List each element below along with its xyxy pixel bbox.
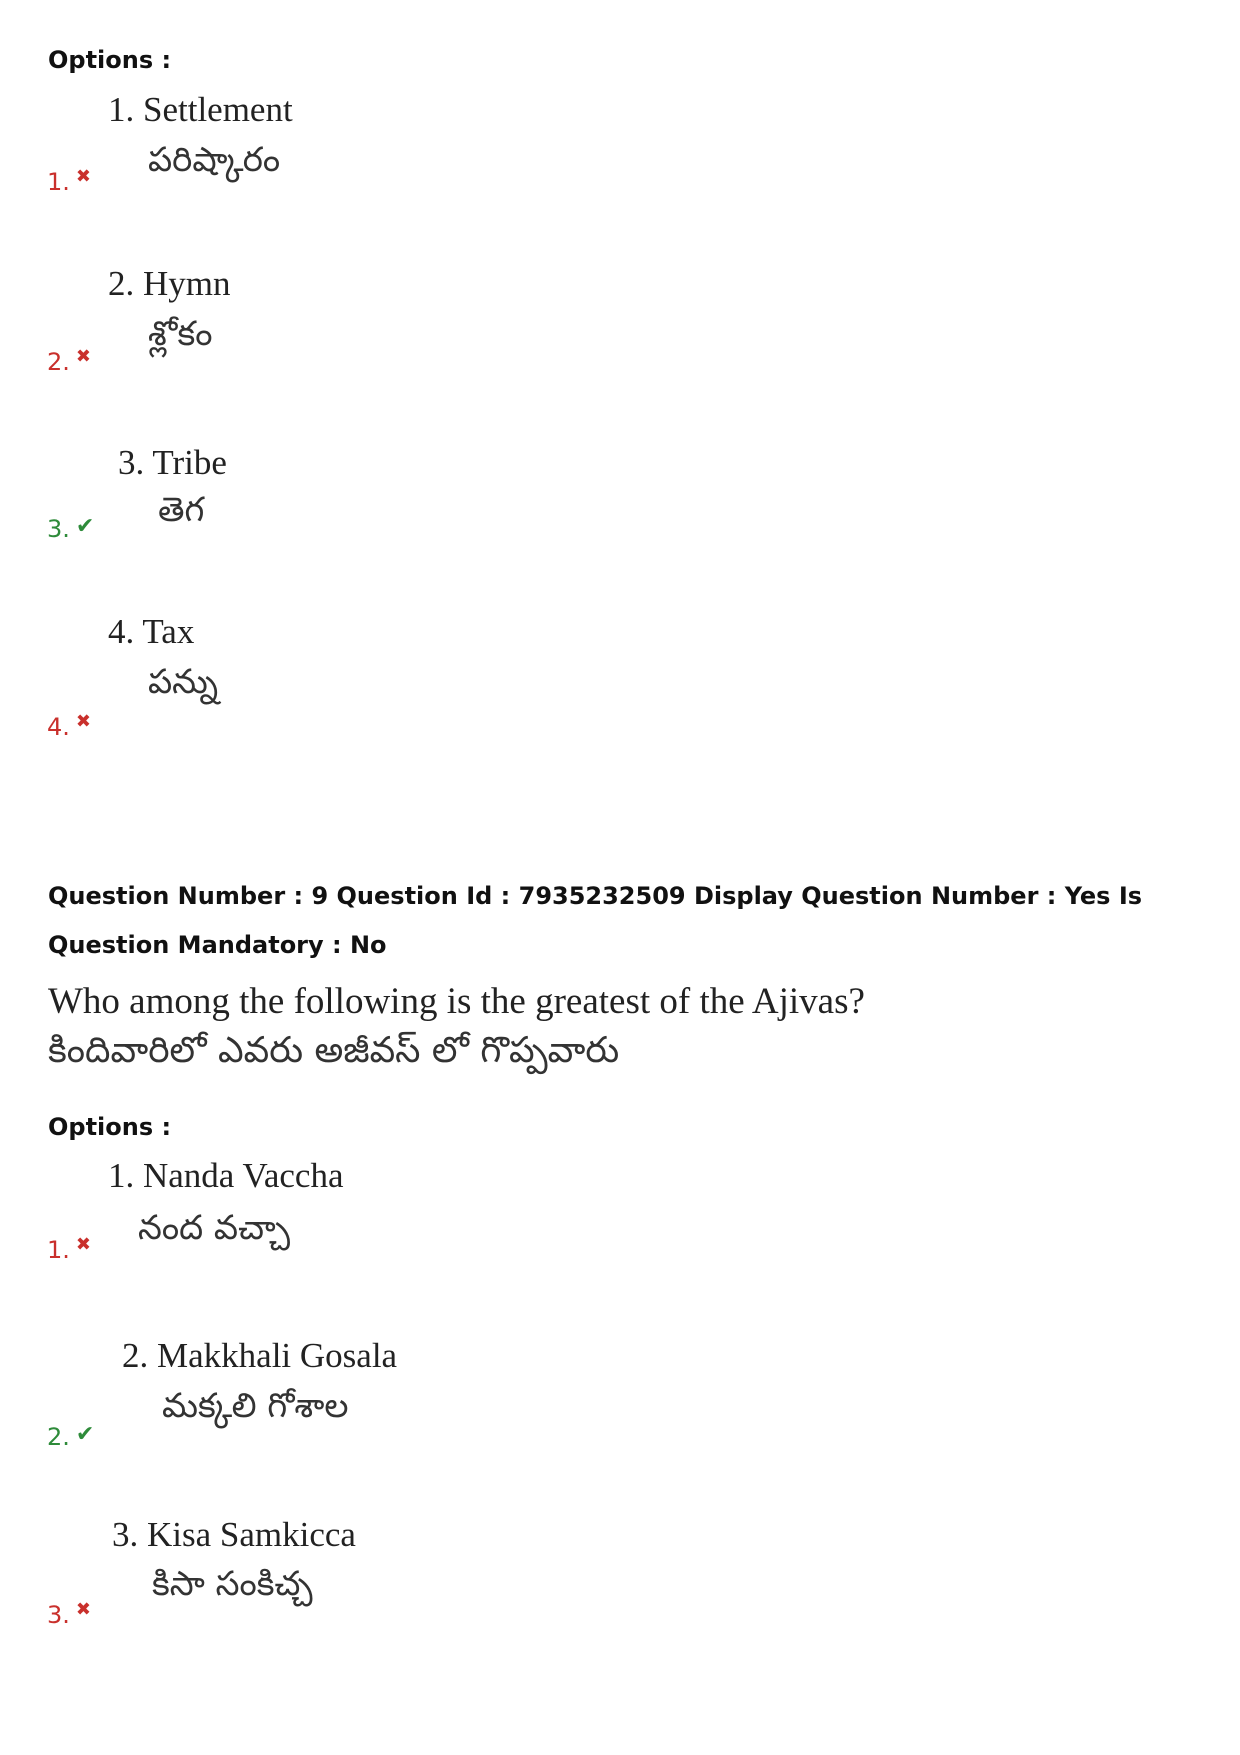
cross-icon: ✖ [75, 1233, 91, 1255]
option-3-marker [47, 515, 94, 543]
option-2-english: 2. Hymn [108, 264, 231, 303]
option-number: 2. [47, 348, 70, 376]
option-number: 3. [47, 515, 70, 543]
option-2-marker [47, 345, 91, 376]
option-4-english: 4. Tax [108, 612, 195, 651]
check-icon: ✔ [75, 513, 95, 539]
option-2-telugu: శ్లోకం [148, 314, 213, 354]
option-3-english: 3. Kisa Samkicca [112, 1515, 356, 1554]
option-3-telugu: తెగ [158, 490, 205, 530]
question-text-english: Who among the following is the greatest of the Ajivas? [48, 981, 865, 1022]
option-1-marker [47, 1233, 91, 1264]
options-label: Options : [48, 46, 172, 74]
option-number: 4. [47, 713, 70, 741]
question-text-telugu: కిందివారిలో ఎవరు అజీవస్ లో గొప్పవారు [48, 1030, 620, 1071]
option-3-marker [47, 1598, 91, 1629]
cross-icon: ✖ [75, 345, 91, 367]
option-1-telugu: పరిష్కారం [148, 140, 281, 180]
option-3-telugu: కిసా సంకిచ్చ [152, 1564, 313, 1604]
option-1-english: 1. Settlement [108, 90, 293, 129]
options-label: Options : [48, 1113, 172, 1141]
cross-icon: ✖ [75, 1598, 91, 1620]
cross-icon: ✖ [75, 165, 91, 187]
option-2-marker [47, 1423, 94, 1451]
option-2-telugu: మక్కలి గోశాల [162, 1386, 349, 1426]
option-number: 1. [47, 1236, 70, 1264]
option-number: 1. [47, 168, 70, 196]
option-1-marker [47, 165, 91, 196]
option-4-marker [47, 710, 91, 741]
option-1-telugu: నంద వచ్చా [138, 1208, 291, 1248]
question-meta: Question Number : 9 Question Id : 7935232509 Display Question Number : Yes Is Question Mandatory : No [48, 882, 1143, 959]
check-icon: ✔ [75, 1421, 95, 1447]
option-number: 3. [47, 1601, 70, 1629]
option-1-english: 1. Nanda Vaccha [108, 1156, 344, 1195]
option-number: 2. [47, 1423, 70, 1451]
option-2-english: 2. Makkhali Gosala [122, 1336, 398, 1375]
option-3-english: 3. Tribe [118, 443, 227, 482]
option-4-telugu: పన్ను [148, 662, 219, 702]
cross-icon: ✖ [75, 710, 91, 732]
